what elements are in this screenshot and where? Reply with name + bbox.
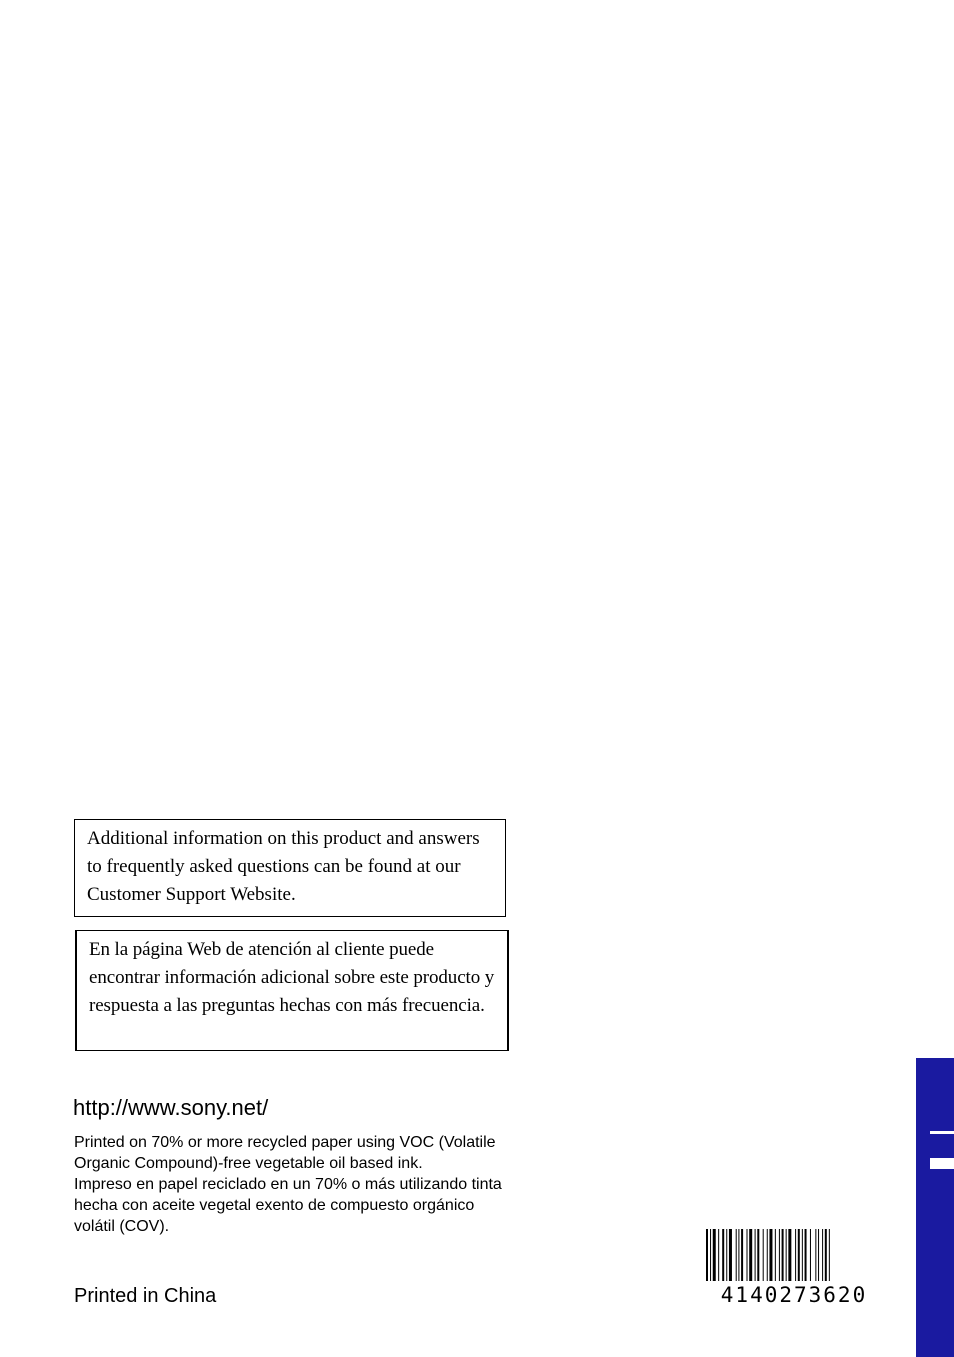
- tab-line-mark: [930, 1131, 954, 1134]
- customer-support-info-en: [74, 819, 506, 917]
- printed-in-label: Printed in China: [74, 1285, 217, 1307]
- recycled-paper-notice: [74, 1132, 514, 1237]
- customer-support-info-es: [75, 930, 509, 1051]
- recycled-notice-en: Printed on 70% or more recycled paper using VOC (Volatile Organic Compound)-free vegetable oil based ink.: [74, 1134, 496, 1172]
- recycled-notice-es: Impreso en papel reciclado en un 70% o más utilizando tinta hecha con aceite vegetal exento de compuesto orgánico volátil (COV).: [74, 1176, 502, 1235]
- tab-block-mark: [930, 1158, 954, 1169]
- website-url[interactable]: http://www.sony.net/: [73, 1095, 269, 1120]
- barcode-icon: [706, 1229, 880, 1281]
- customer-support-text-en: Additional information on this product and answers to frequently asked questions can be found at our Customer Support Website.: [87, 828, 480, 905]
- customer-support-text-es: En la página Web de atención al cliente puede encontrar información adicional sobre este producto y respuesta a las preguntas hechas con más frecuencia.: [89, 939, 495, 1016]
- barcode-number: 4140273620: [720, 1283, 868, 1307]
- side-language-tab: [916, 1058, 954, 1357]
